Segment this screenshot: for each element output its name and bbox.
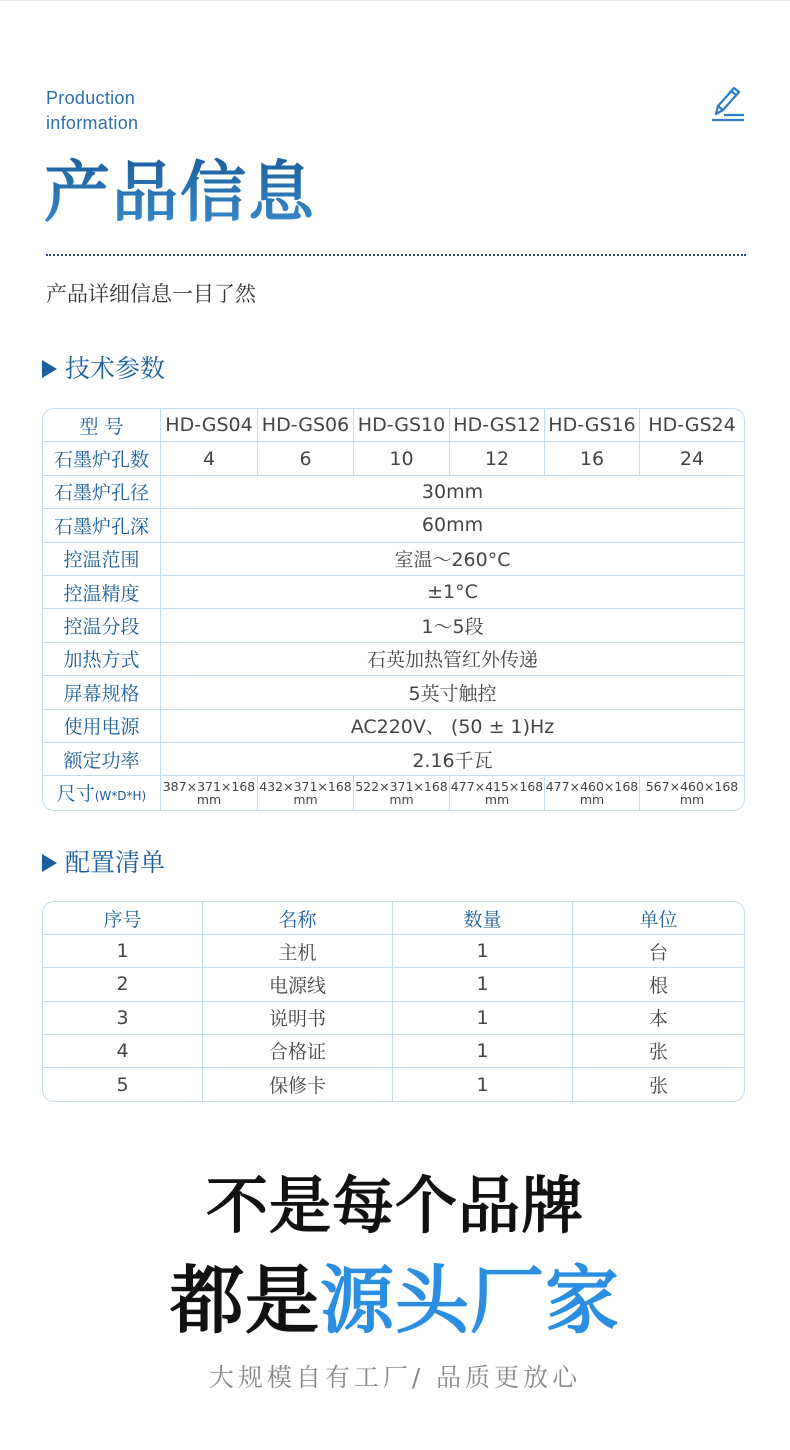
table-row bbox=[43, 935, 744, 968]
size-label-suffix: (W*D*H) bbox=[94, 789, 147, 804]
cell-index: 3 bbox=[43, 1002, 203, 1035]
size-value: 477×415×168 bbox=[450, 778, 544, 794]
table-row bbox=[43, 710, 744, 743]
cell-quantity: 1 bbox=[393, 1035, 573, 1068]
cell-name: 保修卡 bbox=[203, 1068, 393, 1101]
slogan-line2-accent: 源头厂家 bbox=[320, 1258, 620, 1344]
column-header: 序号 bbox=[43, 902, 203, 935]
value-cell: 2.16千瓦 bbox=[161, 743, 744, 776]
row-label: 屏幕规格 bbox=[43, 676, 161, 709]
cell-unit: 台 bbox=[573, 935, 744, 968]
column-header: 单位 bbox=[573, 902, 744, 935]
table-row bbox=[43, 442, 744, 475]
section-title: 技术参数 bbox=[65, 354, 166, 383]
model-cell: HD-GS16 bbox=[545, 409, 640, 442]
cell-quantity: 1 bbox=[393, 935, 573, 968]
cell-quantity: 1 bbox=[393, 1068, 573, 1101]
size-value: 432×371×168 bbox=[259, 778, 352, 794]
value-cell: 30mm bbox=[161, 476, 744, 509]
table-row bbox=[43, 776, 744, 809]
cell-index: 4 bbox=[43, 1035, 203, 1068]
table-row bbox=[43, 743, 744, 776]
cell-unit: 张 bbox=[648, 1075, 668, 1098]
top-divider bbox=[0, 0, 790, 1]
section-title: 配置清单 bbox=[65, 848, 166, 877]
size-value: 387×371×168 bbox=[162, 778, 256, 794]
value-cell: ±1°C bbox=[161, 576, 744, 609]
page-title: 产品信息 bbox=[44, 153, 316, 231]
table-header-row bbox=[43, 902, 744, 935]
model-cell: HD-GS06 bbox=[258, 409, 354, 442]
english-title-line2: information bbox=[46, 113, 139, 133]
size-unit: mm bbox=[293, 791, 318, 807]
model-cell: HD-GS24 bbox=[640, 409, 744, 442]
row-label: 额定功率 bbox=[43, 743, 161, 776]
size-cell bbox=[545, 776, 640, 809]
model-cell: HD-GS04 bbox=[161, 409, 258, 442]
triangle-bullet-icon bbox=[42, 360, 57, 378]
size-cell bbox=[258, 776, 354, 809]
cell-name: 说明书 bbox=[203, 1002, 393, 1035]
value-cell: 1～5段 bbox=[161, 609, 744, 642]
row-label: 控温精度 bbox=[43, 576, 161, 609]
row-label: 控温分段 bbox=[43, 609, 161, 642]
table-row bbox=[43, 1035, 744, 1068]
table-row bbox=[43, 968, 744, 1001]
cell-quantity: 1 bbox=[393, 1002, 573, 1035]
size-value: 567×460×168 bbox=[645, 778, 739, 794]
row-label: 石墨炉孔数 bbox=[43, 442, 161, 475]
size-label-text: 尺寸 bbox=[56, 783, 95, 806]
pen-edit-icon bbox=[708, 84, 748, 126]
size-cell bbox=[354, 776, 450, 809]
value-cell: 60mm bbox=[161, 509, 744, 542]
model-label: 型 号 bbox=[43, 409, 161, 442]
cell-unit: 张 bbox=[573, 1035, 744, 1068]
dotted-divider bbox=[46, 254, 746, 256]
table-row bbox=[43, 1002, 744, 1035]
slogan-line2 bbox=[0, 1258, 790, 1344]
model-cell: HD-GS12 bbox=[450, 409, 545, 442]
table-row bbox=[43, 609, 744, 642]
section-heading-config bbox=[42, 847, 165, 879]
spec-table bbox=[42, 408, 745, 811]
size-cell bbox=[450, 776, 545, 809]
value-cell: 石英加热管红外传递 bbox=[161, 643, 744, 676]
column-header: 名称 bbox=[203, 902, 393, 935]
config-table bbox=[42, 901, 745, 1102]
size-unit: mm bbox=[484, 791, 510, 807]
cell-name: 主机 bbox=[203, 935, 393, 968]
table-row bbox=[43, 643, 744, 676]
size-cell bbox=[640, 776, 744, 809]
cell-index: 5 bbox=[43, 1068, 203, 1101]
size-unit: mm bbox=[389, 791, 414, 807]
table-row bbox=[43, 676, 744, 709]
size-unit: mm bbox=[679, 791, 705, 807]
value-cell: 12 bbox=[450, 442, 545, 475]
value-cell: 10 bbox=[354, 442, 450, 475]
english-title bbox=[46, 86, 138, 136]
page-subtitle: 产品详细信息一目了然 bbox=[46, 282, 256, 306]
value-cell: 6 bbox=[258, 442, 354, 475]
value-cell: 5英寸触控 bbox=[161, 676, 744, 709]
cell-index: 1 bbox=[43, 935, 203, 968]
tagline: 大规模自有工厂/ 品质更放心 bbox=[208, 1363, 582, 1392]
table-row bbox=[43, 576, 744, 609]
table-row bbox=[43, 509, 744, 542]
value-cell: AC220V、 (50 ± 1)Hz bbox=[161, 710, 744, 743]
size-unit: mm bbox=[196, 791, 222, 807]
table-row bbox=[43, 409, 744, 442]
slogan-line2-plain: 都是 bbox=[170, 1258, 320, 1344]
size-value: 477×460×168 bbox=[545, 778, 639, 794]
value-cell: 24 bbox=[640, 442, 744, 475]
cell-unit: 根 bbox=[573, 968, 744, 1001]
size-value: 522×371×168 bbox=[355, 778, 448, 794]
cell-index: 2 bbox=[43, 968, 203, 1001]
size-cell bbox=[161, 776, 258, 809]
cell-quantity: 1 bbox=[393, 968, 573, 1001]
cell-unit: 本 bbox=[573, 1002, 744, 1035]
value-cell: 16 bbox=[545, 442, 640, 475]
value-cell: 室温～260°C bbox=[161, 543, 744, 576]
table-row bbox=[43, 1068, 744, 1101]
row-label: 控温范围 bbox=[43, 543, 161, 576]
slogan-line1: 不是每个品牌 bbox=[205, 1169, 584, 1242]
table-row bbox=[43, 476, 744, 509]
size-unit: mm bbox=[579, 791, 605, 807]
value-cell: 4 bbox=[161, 442, 258, 475]
row-label: 加热方式 bbox=[43, 643, 161, 676]
cell-name: 电源线 bbox=[203, 968, 393, 1001]
section-heading-specs bbox=[42, 353, 165, 385]
english-title-line1: Production bbox=[46, 88, 136, 108]
table-row bbox=[43, 543, 744, 576]
size-label bbox=[43, 776, 161, 809]
row-label: 石墨炉孔深 bbox=[43, 509, 161, 542]
row-label: 使用电源 bbox=[43, 710, 161, 743]
model-cell: HD-GS10 bbox=[354, 409, 450, 442]
cell-name: 合格证 bbox=[203, 1035, 393, 1068]
row-label: 石墨炉孔径 bbox=[43, 476, 161, 509]
triangle-bullet-icon bbox=[42, 854, 57, 872]
column-header: 数量 bbox=[393, 902, 573, 935]
